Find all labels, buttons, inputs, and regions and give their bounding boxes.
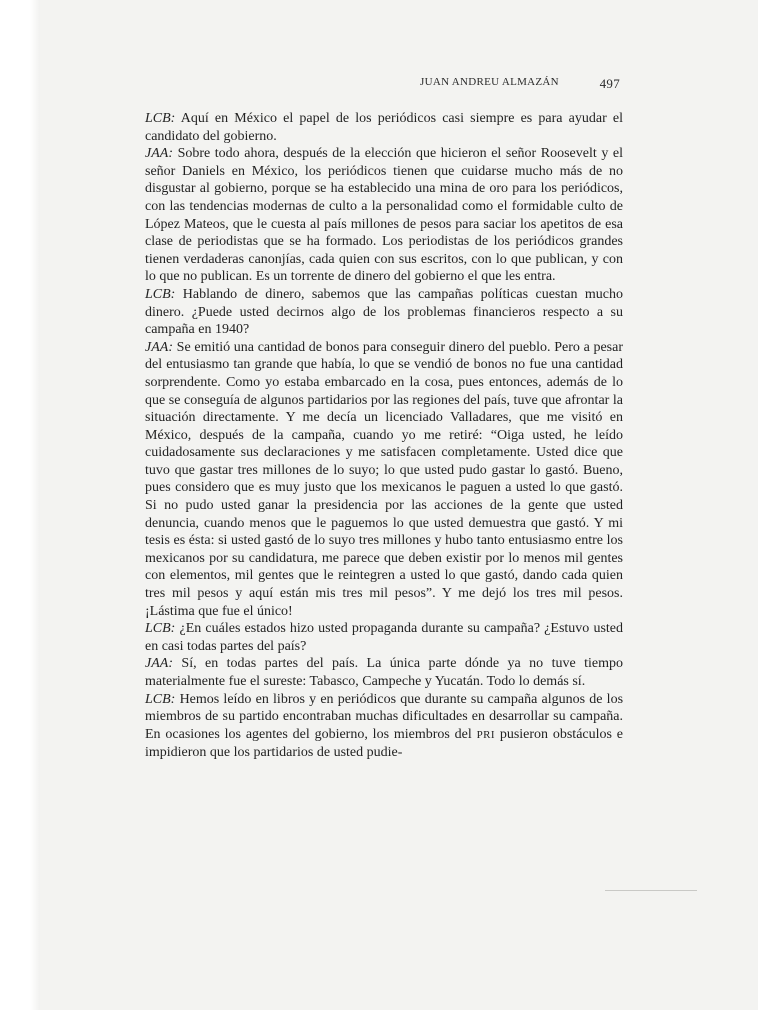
speaker-label: JAA: (145, 146, 173, 162)
paragraph-lcb-3 (145, 620, 623, 655)
paragraph-jaa-2 (145, 339, 623, 621)
acronym-pri: PRI (476, 728, 495, 741)
speaker-label: LCB: (145, 111, 176, 126)
paragraph-text: Aquí en México el papel de los periódicos casi siempre es para ayudar el candidato del gobierno. (145, 111, 623, 144)
paragraph-jaa-3 (145, 655, 623, 690)
paragraph-text: Hemos leído en libros y en periódicos que durante su campaña algunos de los miembros de su partido encontraban muchas dificultades en desarrollar su campaña. En ocasiones los agentes del gobierno, los miembros del (145, 691, 624, 742)
paragraph-text-continued: pusieron obstáculos e impidieron que los partidarios de usted pudie- (145, 726, 624, 761)
speaker-label: JAA: (145, 656, 173, 672)
running-header (420, 76, 620, 92)
running-title: JUAN ANDREU ALMAZÁN (420, 76, 559, 88)
paragraph-jaa-1 (145, 145, 623, 286)
paragraph-lcb-2 (145, 286, 623, 339)
paragraph-text: ¿En cuáles estados hizo usted propaganda durante su campaña? ¿Estuvo usted en casi todas partes del país? (145, 621, 623, 654)
paragraph-text: Sobre todo ahora, después de la elección que hicieron el señor Roosevelt y el señor Daniels en México, los periódicos tienen que cuidarse mucho más de no disgustar al gobierno, porque se ha establecido una mina de oro para los periódicos, con las tendencias modernas de culto a la personalidad como el formidable culto de López Mateos, que le cuesta al país millones de pesos para saciar los apetitos de esa clase de periodistas que se ha formado. Los periodistas de los periódicos grandes tienen verdaderas canonjías, cada quien con sus escritos, con lo que publican, y con lo que no publican. Es un torrente de dinero del gobierno el que les entra. (145, 146, 624, 285)
speaker-label: LCB: (145, 286, 176, 302)
paragraph-text: Hablando de dinero, sabemos que las campañas políticas cuestan mucho dinero. ¿Puede usted decirnos algo de los problemas financieros respecto a su campaña en 1940? (145, 286, 623, 338)
paragraph-text: Sí, en todas partes del país. La única parte dónde ya no tuve tiempo materialmente fue el sureste: Tabasco, Campeche y Yucatán. Todo lo demás sí. (145, 656, 623, 689)
interview-text (145, 110, 623, 762)
page-number: 497 (599, 76, 620, 91)
paragraph-text: Se emitió una cantidad de bonos para conseguir dinero del pueblo. Pero a pesar del entusiasmo tan grande que había, lo que se vendió de bonos no fue una cantidad sorprendente. Como yo estaba embarcado en la cosa, pues entonces, además de lo que se conseguía de algunos partidarios por las regiones del país, tuve que afrontar la situación directamente. Y me decía un licenciado Valladares, que me visitó en México, después de la campaña, cuando yo me retiré: “Oiga usted, he leído cuidadosamente sus declaraciones y me satisfacen completamente. Usted dice que tuvo que gastar tres millones de lo suyo; lo que usted pudo gastar lo gastó. Bueno, pues considero que es muy justo que los mexicanos le paguen a usted lo que gastó. Si no pudo usted ganar la presidencia por las acciones de la gente que usted denuncia, cuando menos que le paguemos lo que usted demuestra que gastó. Y mi tesis es ésta: si usted gastó de lo suyo tres millones y hubo tanto entusiasmo entre los mexicanos por su candidatura, me parece que deben existir por lo menos mil gentes con elementos, mil gentes que le reintegren a usted lo que gastó, dando cada quien tres mil pesos y aquí están mis tres mil pesos”. Y me dejó los tres mil pesos. ¡Lástima que fue el único! (145, 339, 623, 619)
speaker-label: JAA: (145, 339, 173, 355)
speaker-label: LCB: (145, 621, 176, 637)
paragraph-lcb-4 (145, 691, 623, 762)
speaker-label: LCB: (145, 691, 176, 707)
footer-rule (605, 890, 697, 891)
paragraph-lcb-1 (145, 110, 623, 145)
